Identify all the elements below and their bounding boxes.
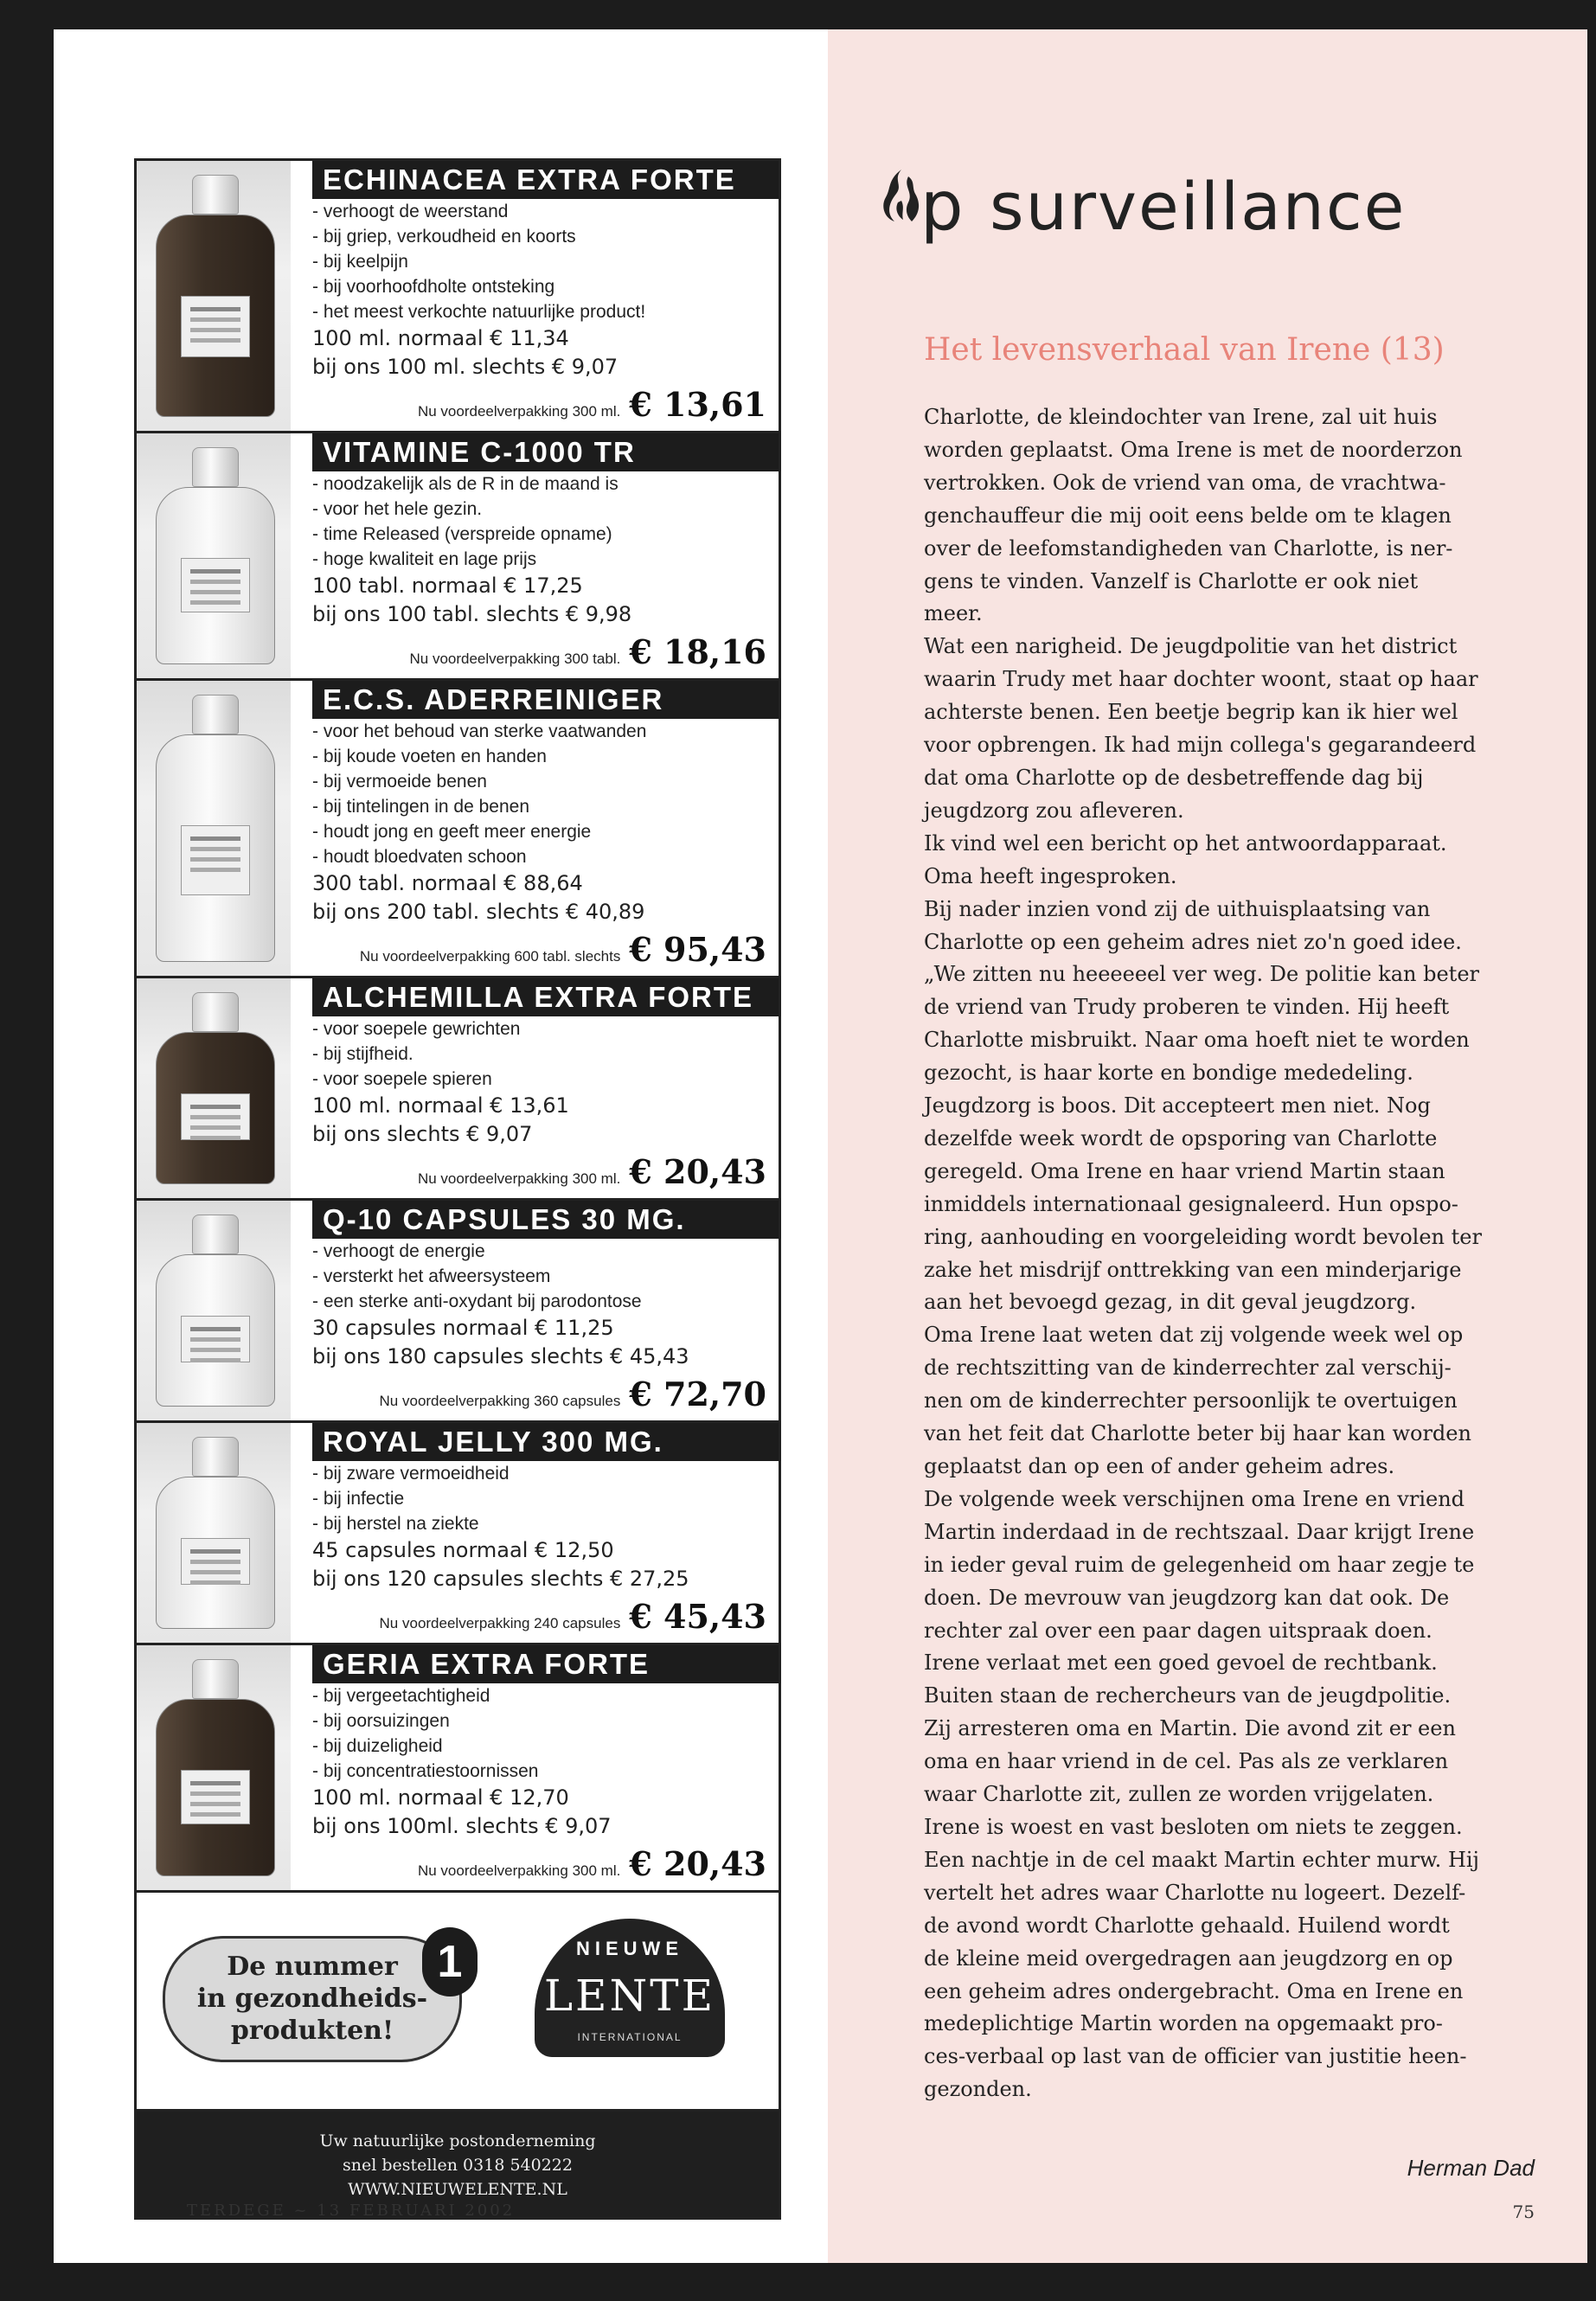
logo-top-text: NIEUWE: [576, 1938, 683, 1959]
page-number: 75: [1512, 2202, 1535, 2222]
flame-logo-icon: [877, 168, 926, 228]
article-line: Zij arresteren oma en Martin. Die avond zit er een: [924, 1716, 1456, 1741]
article-line: dat oma Charlotte op de desbetreffende dag bij: [924, 765, 1424, 790]
our-price: bij ons slechts € 9,07: [312, 1122, 533, 1146]
author-name: Herman Dad: [1407, 2155, 1535, 2181]
article-line: oma en haar vriend in de cel. Pas als ze verklaren: [924, 1749, 1449, 1774]
deal-line: [312, 632, 766, 671]
article-line: worden geplaatst. Oma Irene is met de noorderzon: [924, 437, 1463, 462]
article-line: Irene is woest en vast besloten om niets te zeggen.: [924, 1814, 1463, 1839]
logo-sub-text: INTERNATIONAL: [577, 2031, 683, 2043]
product-block: [134, 678, 781, 978]
product-feature: - versterkt het afweersysteem: [312, 1266, 551, 1286]
normal-price: 100 tabl. normaal € 17,25: [312, 574, 583, 598]
product-block: [134, 1643, 781, 1893]
badge-line: produkten!: [230, 2016, 394, 2046]
article-line: meer.: [924, 601, 983, 626]
product-block: [134, 1198, 781, 1423]
section-initial: p: [920, 168, 964, 246]
article-body: [924, 401, 1538, 2106]
product-feature: - verhoogt de energie: [312, 1241, 485, 1261]
article-subtitle: Het levensverhaal van Irene (13): [924, 332, 1445, 368]
deal-price: € 18,16: [629, 632, 766, 671]
our-price: bij ons 180 capsules slechts € 45,43: [312, 1344, 689, 1368]
article-line: „We zitten nu heeeeeel ver weg. De politie kan beter: [924, 962, 1479, 987]
article-line: in ieder geval ruim de gelegenheid om haar zegje te: [924, 1552, 1475, 1577]
article-line: Martin inderdaad in de rechtszaal. Daar krijgt Irene: [924, 1519, 1475, 1544]
article-line: de kleine meid overgedragen aan jeugdzorg en op: [924, 1945, 1453, 1971]
product-title: ECHINACEA EXTRA FORTE: [312, 161, 779, 199]
deal-label: Nu voordeelverpakking 300 ml.: [417, 1170, 621, 1187]
product-title: Q-10 CAPSULES 30 MG.: [312, 1201, 779, 1239]
article-line: een geheim adres ondergebracht. Oma en Irene en: [924, 1978, 1464, 2003]
deal-price: € 20,43: [629, 1152, 766, 1191]
publication-date: TERDEGE ~ 13 FEBRUARI 2002: [187, 2202, 516, 2220]
product-feature: - een sterke anti-oxydant bij parodontose: [312, 1292, 642, 1311]
article-line: Charlotte misbruikt. Naar oma hoeft niet te worden: [924, 1028, 1470, 1053]
article-line: De volgende week verschijnen oma Irene en vriend: [924, 1486, 1465, 1511]
product-feature: - bij keelpijn: [312, 252, 408, 272]
product-block: [134, 431, 781, 681]
product-feature: - bij stijfheid.: [312, 1044, 413, 1064]
product-feature: - time Released (verspreide opname): [312, 524, 612, 544]
product-feature: - verhoogt de weerstand: [312, 202, 509, 221]
product-block: [134, 976, 781, 1201]
deal-label: Nu voordeelverpakking 300 tabl.: [409, 651, 621, 667]
article-line: Een nachtje in de cel maakt Martin echter murw. Hij: [924, 1847, 1479, 1872]
article-line: Wat een narigheid. De jeugdpolitie van het district: [924, 634, 1458, 659]
article-line: dezelfde week wordt de opsporing van Charlotte: [924, 1125, 1438, 1150]
product-feature: - voor het behoud van sterke vaatwanden: [312, 721, 647, 741]
article-line: inmiddels internationaal gesignaleerd. Hun opspo-: [924, 1191, 1458, 1216]
our-price: bij ons 200 tabl. slechts € 40,89: [312, 900, 645, 924]
section-title: surveillance: [990, 168, 1407, 245]
article-line: Jeugdzorg is boos. Dit accepteert men niet. Nog: [924, 1093, 1431, 1118]
article-line: van het feit dat Charlotte beter bij haar kan worden: [924, 1421, 1471, 1446]
badge-line: De nummer: [227, 1952, 398, 1982]
section-header: [877, 168, 1587, 254]
article-line: waar Charlotte zit, zullen ze worden vrijgelaten.: [924, 1782, 1434, 1807]
deal-label: Nu voordeelverpakking 300 ml.: [417, 1862, 621, 1879]
product-feature: - hoge kwaliteit en lage prijs: [312, 549, 537, 569]
article-line: geregeld. Oma Irene en haar vriend Martin staan: [924, 1158, 1445, 1183]
badge-line: in gezondheids-: [196, 1984, 428, 2014]
product-feature: - bij koude voeten en handen: [312, 747, 547, 766]
deal-price: € 72,70: [629, 1375, 766, 1413]
brand-logos: [134, 1890, 781, 2112]
product-feature: - bij herstel na ziekte: [312, 1514, 479, 1534]
deal-label: Nu voordeelverpakking 300 ml.: [417, 403, 621, 420]
deal-label: Nu voordeelverpakking 240 capsules: [379, 1615, 621, 1631]
our-price: bij ons 100 ml. slechts € 9,07: [312, 355, 619, 379]
deal-price: € 20,43: [629, 1844, 766, 1883]
article-line: nen om de kinderrechter persoonlijk te overtuigen: [924, 1388, 1458, 1413]
deal-label: Nu voordeelverpakking 600 tabl. slechts: [359, 948, 621, 965]
product-feature: - het meest verkochte natuurlijke product!: [312, 302, 646, 322]
deal-line: [312, 385, 766, 424]
article-line: vertrokken. Ook de vriend van oma, de vrachtwa-: [924, 470, 1446, 495]
logo-main-text: LENTE: [543, 1971, 716, 2021]
article-line: rechter zal over een paar dagen uitspraak doen.: [924, 1618, 1433, 1643]
product-feature: - voor soepele spieren: [312, 1069, 492, 1089]
product-feature: - bij infectie: [312, 1489, 405, 1509]
contact-line: snel bestellen 0318 540222: [343, 2156, 573, 2175]
deal-price: € 95,43: [629, 930, 766, 969]
product-bottle-image: [137, 161, 291, 431]
product-title: ROYAL JELLY 300 MG.: [312, 1423, 779, 1461]
product-title: ALCHEMILLA EXTRA FORTE: [312, 978, 779, 1016]
product-title: GERIA EXTRA FORTE: [312, 1645, 779, 1683]
product-bottle-image: [137, 1645, 291, 1890]
nieuwe-lente-logo: [517, 1919, 742, 2074]
product-bottle-image: [137, 1201, 291, 1420]
product-bottle-image: [137, 433, 291, 678]
our-price: bij ons 100 tabl. slechts € 9,98: [312, 602, 632, 626]
product-feature: - bij vergeetachtigheid: [312, 1686, 490, 1706]
article-line: Charlotte op een geheim adres niet zo'n goed idee.: [924, 929, 1462, 954]
article-line: over de leefomstandigheden van Charlotte, is ner-: [924, 535, 1453, 561]
deal-price: € 45,43: [629, 1597, 766, 1636]
article-line: medeplichtige Martin worden na opgemaakt pro-: [924, 2011, 1443, 2036]
article-line: Charlotte, de kleindochter van Irene, zal uit huis: [924, 405, 1438, 429]
product-feature: - voor soepele gewrichten: [312, 1019, 521, 1039]
product-feature: - houdt bloedvaten schoon: [312, 847, 527, 867]
article-line: genchauffeur die mij ooit eens belde om te klagen: [924, 503, 1452, 528]
article-line: Irene verlaat met een goed gevoel de rechtbank.: [924, 1650, 1438, 1676]
product-bottle-image: [137, 1423, 291, 1643]
article-line: gezocht, is haar korte en bondige mededeling.: [924, 1061, 1413, 1086]
article-line: Buiten staan de rechercheurs van de jeugdpolitie.: [924, 1683, 1452, 1708]
number-one: 1: [422, 1927, 478, 1997]
product-feature: - bij oorsuizingen: [312, 1711, 450, 1731]
article-line: ces-verbaal op last van de officier van justitie heen-: [924, 2044, 1467, 2069]
product-feature: - houdt jong en geeft meer energie: [312, 822, 592, 842]
article-line: ring, aanhouding en voorgeleiding wordt bevolen ter: [924, 1224, 1482, 1249]
deal-label: Nu voordeelverpakking 360 capsules: [379, 1393, 621, 1409]
product-feature: - bij duizeligheid: [312, 1736, 443, 1756]
product-feature: - bij tintelingen in de benen: [312, 797, 530, 817]
article-line: de vriend van Trudy proberen te vinden. Hij heeft: [924, 995, 1450, 1020]
contact-line: WWW.NIEUWELENTE.NL: [348, 2180, 567, 2199]
normal-price: 30 capsules normaal € 11,25: [312, 1316, 614, 1340]
article-line: de rechtszitting van de kinderrechter zal verschij-: [924, 1356, 1452, 1381]
article-line: gezonden.: [924, 2077, 1032, 2102]
article-line: Ik vind wel een bericht op het antwoordapparaat.: [924, 830, 1447, 856]
our-price: bij ons 100ml. slechts € 9,07: [312, 1814, 612, 1838]
article-line: doen. De mevrouw van jeugdzorg kan dat ook. De: [924, 1585, 1450, 1610]
product-title: E.C.S. ADERREINIGER: [312, 681, 779, 719]
product-bottle-image: [137, 681, 291, 976]
deal-line: [312, 1844, 766, 1883]
contact-line: Uw natuurlijke postonderneming: [319, 2131, 596, 2150]
product-block: [134, 1420, 781, 1645]
product-bottle-image: [137, 978, 291, 1198]
article-line: Bij nader inzien vond zij de uithuisplaatsing van: [924, 896, 1431, 921]
deal-line: [312, 1375, 766, 1413]
article-line: geplaatst dan op een of ander geheim adres.: [924, 1454, 1395, 1478]
article-line: zake het misdrijf onttrekking van een minderjarige: [924, 1257, 1462, 1282]
product-feature: - voor het hele gezin.: [312, 499, 483, 519]
article-line: jeugdzorg zou afleveren.: [924, 798, 1184, 823]
advertisement: [134, 161, 781, 2220]
product-block: [134, 158, 781, 433]
product-feature: - bij vermoeide benen: [312, 772, 487, 792]
article-line: vertelt het adres waar Charlotte nu logeert. Dezelf-: [924, 1880, 1466, 1905]
product-feature: - noodzakelijk als de R in de maand is: [312, 474, 619, 494]
article-line: Oma Irene laat weten dat zij volgende week wel op: [924, 1323, 1464, 1348]
deal-line: [312, 1152, 766, 1191]
magazine-page: [54, 29, 1587, 2263]
our-price: bij ons 120 capsules slechts € 27,25: [312, 1567, 689, 1591]
product-feature: - bij concentratiestoornissen: [312, 1761, 539, 1781]
product-feature: - bij zware vermoeidheid: [312, 1464, 510, 1484]
normal-price: 100 ml. normaal € 11,34: [312, 326, 569, 350]
product-title: VITAMINE C-1000 TR: [312, 433, 779, 471]
article-line: Oma heeft ingesproken.: [924, 863, 1177, 888]
article-line: voor opbrengen. Ik had mijn collega's gegarandeerd: [924, 733, 1477, 758]
product-feature: - bij griep, verkoudheid en koorts: [312, 227, 576, 247]
number-one-badge: [163, 1936, 462, 2062]
page-footer: [187, 2202, 1535, 2236]
article-line: aan het bevoegd gezag, in dit geval jeugdzorg.: [924, 1290, 1417, 1315]
product-feature: - bij voorhoofdholte ontsteking: [312, 277, 555, 297]
deal-price: € 13,61: [629, 385, 766, 424]
article-line: waarin Trudy met haar dochter woont, staat op haar: [924, 667, 1478, 692]
normal-price: 45 capsules normaal € 12,50: [312, 1538, 614, 1562]
normal-price: 100 ml. normaal € 12,70: [312, 1785, 569, 1810]
normal-price: 300 tabl. normaal € 88,64: [312, 871, 583, 895]
article-line: de avond wordt Charlotte gehaald. Huilend wordt: [924, 1913, 1450, 1938]
article-line: achterste benen. Een beetje begrip kan ik hier wel: [924, 700, 1458, 725]
article-line: gens te vinden. Vanzelf is Charlotte er ook niet: [924, 568, 1419, 593]
normal-price: 100 ml. normaal € 13,61: [312, 1093, 569, 1118]
